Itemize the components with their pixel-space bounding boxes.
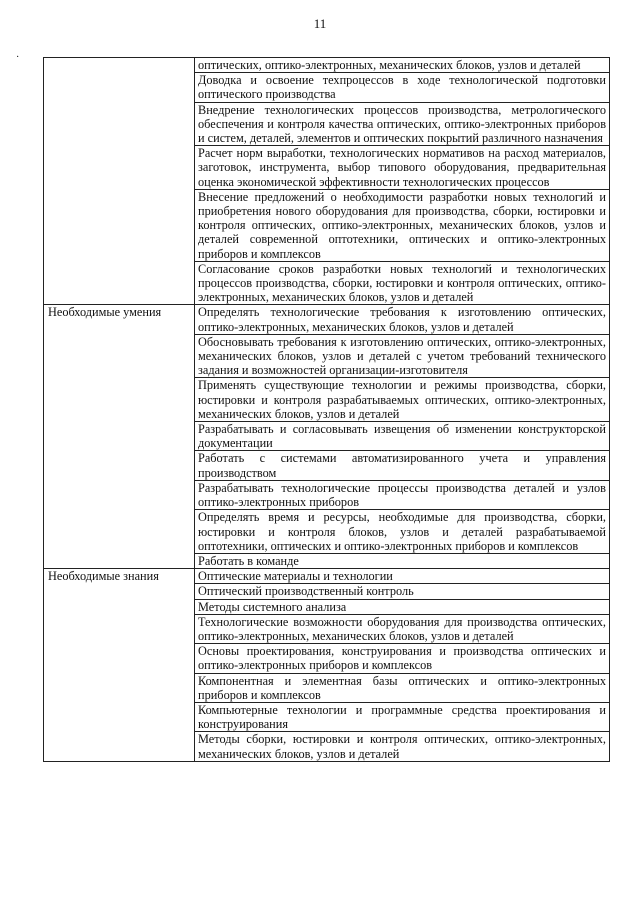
page-number: 11 <box>313 16 327 31</box>
table-row <box>44 569 610 584</box>
table-cell-text: Работать в команде <box>195 553 610 568</box>
table-cell-text: Оптические материалы и технологии <box>195 569 610 584</box>
table-cell-text: Работать с системами автоматизированного учета и управления производством <box>195 451 610 480</box>
table-cell-text: Основы проектирования, конструирования и производства оптических и оптико-электронных приборов и комплексов <box>195 644 610 673</box>
table-row <box>44 305 610 334</box>
table-row <box>44 58 610 73</box>
table-cell-text: Расчет норм выработки, технологических нормативов на расход материалов, заготовок, инструмента, выбор типового оборудования, предварительная оценка экономической эффективности технологических процессов <box>195 146 610 190</box>
section-label: Необходимые умения <box>44 305 195 569</box>
table-cell-text: Определять время и ресурсы, необходимые для производства, сборки, юстировки и контроля блоков, узлов и деталей разрабатываемой оптотехники, оптических и оптико-электронных приборов и комплексов <box>195 510 610 554</box>
table-cell-text: Согласование сроков разработки новых технологий и технологических процессов производства, сборки, юстировки и контроля оптических, оптико-электронных, механических блоков, узлов и деталей <box>195 261 610 305</box>
table-cell-text: Применять существующие технологии и режимы производства, сборки, юстировки и контроля разрабатываемых оптических, оптико-электронных, механических блоков, узлов и деталей <box>195 378 610 422</box>
section-label <box>44 58 195 305</box>
table-cell-text: Компьютерные технологии и программные средства проектирования и конструирования <box>195 702 610 731</box>
table-cell-text: Методы системного анализа <box>195 599 610 614</box>
table-cell-text: Определять технологические требования к изготовлению оптических, оптико-электронных, механических блоков, узлов и деталей <box>195 305 610 334</box>
section-label: Необходимые знания <box>44 569 195 762</box>
table-cell-text: Технологические возможности оборудования для производства оптических, оптико-электронных, механических блоков, узлов и деталей <box>195 614 610 643</box>
competency-table <box>43 57 610 762</box>
table-cell-text: оптических, оптико-электронных, механических блоков, узлов и деталей <box>195 58 610 73</box>
table-cell-text: Методы сборки, юстировки и контроля оптических, оптико-электронных, механических блоков, узлов и деталей <box>195 732 610 761</box>
table-cell-text: Компонентная и элементная базы оптических и оптико-электронных приборов и комплексов <box>195 673 610 702</box>
table-cell-text: Оптический производственный контроль <box>195 584 610 599</box>
table-body <box>44 58 610 762</box>
table-cell-text: Внедрение технологических процессов производства, метрологического обеспечения и контроля качества оптических, оптико-электронных приборов и систем, деталей, элементов и оптических покрытий различного назначения <box>195 102 610 146</box>
scan-mark: · <box>16 52 20 63</box>
table-cell-text: Обосновывать требования к изготовлению оптических, оптико-электронных, механических блоков, узлов и деталей с учетом требований технического задания и возможностей организации-изготовителя <box>195 334 610 378</box>
table-cell-text: Внесение предложений о необходимости разработки новых технологий и приобретения нового оборудования для производства, сборки, юстировки и контроля оптических, оптико-электронных, механических блоков, узлов и деталей современной оптотехники, оптических и оптико-электронных приборов и комплексов <box>195 189 610 261</box>
table-cell-text: Доводка и освоение техпроцессов в ходе технологической подготовки оптического производства <box>195 73 610 102</box>
table-cell-text: Разрабатывать и согласовывать извещения об изменении конструкторской документации <box>195 422 610 451</box>
table-cell-text: Разрабатывать технологические процессы производства деталей и узлов оптико-электронных приборов <box>195 480 610 509</box>
